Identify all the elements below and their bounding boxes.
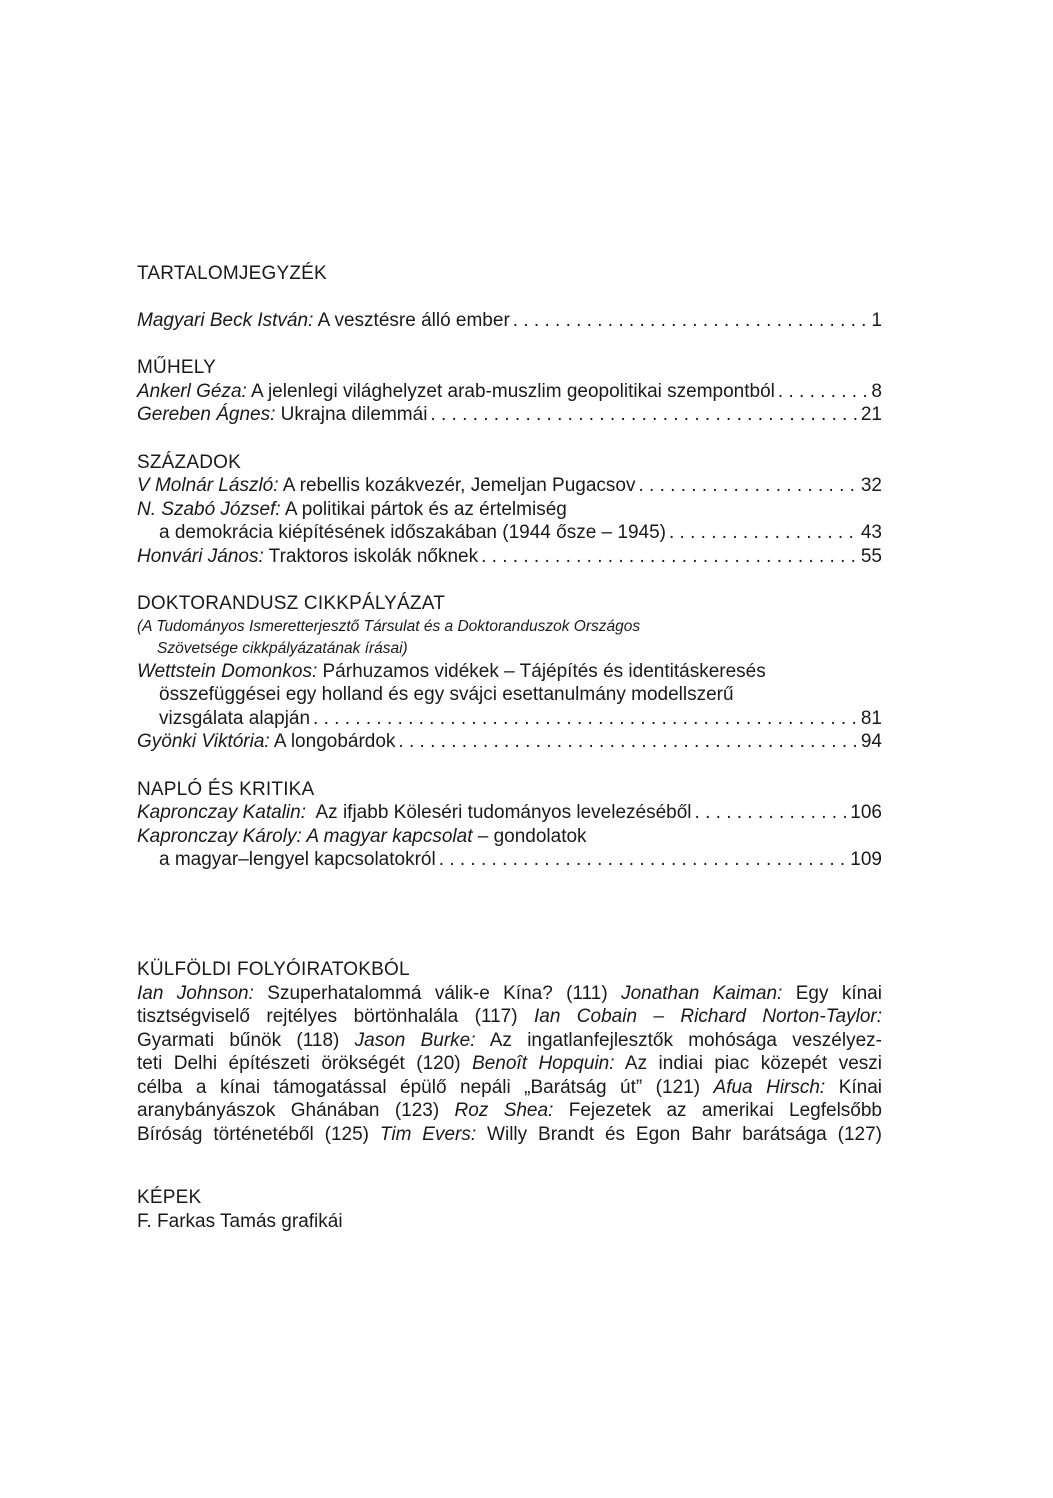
entry-page: 8 bbox=[871, 380, 882, 402]
entry-title: Az ifjabb Köleséri tudományos levelezéséből bbox=[306, 802, 692, 823]
leader-dots bbox=[481, 545, 859, 569]
toc-title: TARTALOMJEGYZÉK bbox=[137, 263, 327, 284]
entry-title: Ukrajna dilemmái bbox=[275, 404, 428, 425]
toc-section-naplo bbox=[137, 778, 882, 872]
entry-author: Gereben Ágnes: bbox=[137, 404, 276, 425]
article-title: aranybányászok Ghánában (123) bbox=[137, 1100, 455, 1121]
entry-title: Párhuzamos vidékek – Tájépítés és identitáskeresés bbox=[317, 660, 766, 682]
section-heading: MŰHELY bbox=[137, 357, 216, 378]
paragraph-line bbox=[137, 1052, 882, 1076]
paragraph-line bbox=[137, 1076, 882, 1100]
article-title: Fejezetek az amerikai Legfelsőbb bbox=[553, 1100, 882, 1121]
leader-dots bbox=[313, 707, 859, 731]
article-title: Szuperhatalommá válik-e Kína? (111) bbox=[253, 982, 622, 1004]
entry-page: 106 bbox=[850, 802, 882, 823]
article-title: Willy Brandt és Egon Bahr barátsága (127) bbox=[476, 1123, 882, 1145]
article-title: Gyarmati bűnök (118) bbox=[137, 1029, 355, 1051]
section-heading: NAPLÓ ÉS KRITIKA bbox=[137, 778, 315, 800]
foreign-journals-section bbox=[137, 958, 882, 1146]
toc-entry[interactable] bbox=[137, 825, 882, 872]
entry-author: Kapronczay Károly: A magyar kapcsolat bbox=[137, 825, 473, 847]
leader-dots bbox=[778, 380, 870, 404]
entry-author: Magyari Beck István: bbox=[137, 309, 314, 331]
section-note-continued: Szövetsége cikkpályázatának írásai) bbox=[157, 639, 408, 657]
section-note: (A Tudományos Ismeretterjesztő Társulat és a Doktoranduszok Országos bbox=[137, 617, 641, 635]
article-author: Jason Burke: bbox=[354, 1029, 476, 1051]
article-author: Afua Hirsch: bbox=[713, 1076, 826, 1098]
article-author: Tim Evers: bbox=[379, 1123, 477, 1145]
article-title: Kínai bbox=[825, 1076, 883, 1098]
toc-section-muhely bbox=[137, 356, 882, 427]
entry-author: Ankerl Géza: bbox=[137, 380, 247, 402]
article-author: Ian Cobain – Richard Norton-Taylor: bbox=[533, 1006, 882, 1027]
entry-page: 94 bbox=[860, 731, 882, 752]
section-heading: SZÁZADOK bbox=[137, 451, 242, 473]
paragraph-line bbox=[137, 1005, 882, 1029]
article-author: Roz Shea: bbox=[454, 1100, 554, 1121]
toc-entry[interactable] bbox=[137, 730, 882, 754]
entry-author: V Molnár László: bbox=[137, 475, 279, 496]
paragraph-line bbox=[137, 982, 882, 1006]
toc-section-doktorandusz bbox=[137, 592, 882, 754]
section-heading: DOKTORANDUSZ CIKKPÁLYÁZAT bbox=[137, 593, 445, 614]
images-section bbox=[137, 1186, 882, 1233]
entry-page: 32 bbox=[860, 475, 882, 496]
foreign-journals-text bbox=[137, 982, 882, 1147]
entry-title: – gondolatok bbox=[472, 825, 587, 847]
toc-entry[interactable] bbox=[137, 660, 882, 731]
article-title: célba a kínai támogatással épülő nepáli „Barátság út” (121) bbox=[137, 1076, 714, 1098]
toc-entry[interactable] bbox=[137, 498, 882, 545]
entry-title: A jelenlegi világhelyzet arab-muszlim geopolitikai szempontból bbox=[246, 380, 775, 402]
leader-dots bbox=[695, 801, 849, 825]
paragraph-line bbox=[137, 1099, 882, 1123]
paragraph-line bbox=[137, 1029, 882, 1053]
entry-title-continued: a magyar–lengyel kapcsolatokról bbox=[159, 849, 436, 870]
article-author: Jonathan Kaiman: bbox=[621, 982, 783, 1004]
entry-title: A rebellis kozákvezér, Jemeljan Pugacsov bbox=[278, 475, 636, 496]
leader-dots bbox=[513, 309, 870, 333]
article-title: Egy kínai bbox=[782, 982, 882, 1004]
article-title: Az indiai piac közepét veszi bbox=[614, 1053, 882, 1074]
toc-entry[interactable] bbox=[137, 380, 882, 404]
entry-page: 1 bbox=[871, 309, 882, 331]
entry-page: 109 bbox=[850, 849, 882, 870]
entry-page: 55 bbox=[860, 545, 882, 567]
toc-entry[interactable] bbox=[137, 403, 882, 427]
leader-dots bbox=[398, 730, 858, 754]
entry-author: Honvári János: bbox=[137, 545, 264, 567]
paragraph-line bbox=[137, 1123, 882, 1147]
toc-section-szazadok bbox=[137, 451, 882, 569]
section-heading: KÉPEK bbox=[137, 1187, 202, 1208]
article-author: Ian Johnson: bbox=[137, 982, 254, 1004]
article-title: Bíróság történetéből (125) bbox=[137, 1123, 380, 1145]
leader-dots bbox=[439, 848, 849, 872]
entry-title-continued: vizsgálata alapján bbox=[159, 707, 311, 729]
entry-title: A longobárdok bbox=[269, 731, 396, 752]
entry-author: Wettstein Domonkos: bbox=[137, 660, 318, 682]
images-credit: F. Farkas Tamás grafikái bbox=[137, 1210, 343, 1232]
entry-title-continued: a demokrácia kiépítésének időszakában (1944 ősze – 1945) bbox=[159, 522, 666, 543]
toc-entry[interactable] bbox=[137, 474, 882, 498]
toc-entry[interactable] bbox=[137, 545, 882, 569]
toc-lead bbox=[137, 309, 882, 333]
entry-title: Traktoros iskolák nőknek bbox=[263, 545, 479, 567]
entry-page: 21 bbox=[860, 404, 882, 425]
entry-author: N. Szabó József: bbox=[137, 498, 281, 520]
entry-author: Gyönki Viktória: bbox=[137, 731, 270, 752]
leader-dots bbox=[430, 403, 858, 427]
table-of-contents bbox=[137, 262, 882, 896]
article-author: Benoît Hopquin: bbox=[472, 1053, 615, 1074]
article-title: Az ingatlanfejlesztők mohósága veszélyez- bbox=[475, 1029, 882, 1051]
article-title: tisztségviselő rejtélyes börtönhalála (117) bbox=[137, 1006, 534, 1027]
entry-page: 81 bbox=[860, 707, 882, 729]
leader-dots bbox=[638, 474, 858, 498]
entry-title-continued: összefüggései egy holland és egy svájci esettanulmány modellszerű bbox=[159, 684, 734, 705]
leader-dots bbox=[669, 521, 859, 545]
entry-author: Kapronczay Katalin: bbox=[137, 802, 306, 823]
entry-title: A politikai pártok és az értelmiség bbox=[280, 498, 567, 520]
toc-entry[interactable] bbox=[137, 801, 882, 825]
toc-entry[interactable] bbox=[137, 309, 882, 333]
article-title: teti Delhi építészeti örökségét (120) bbox=[137, 1053, 473, 1074]
entry-page: 43 bbox=[860, 522, 882, 543]
section-heading: KÜLFÖLDI FOLYÓIRATOKBÓL bbox=[137, 959, 410, 980]
entry-title: A vesztésre álló ember bbox=[313, 309, 510, 331]
